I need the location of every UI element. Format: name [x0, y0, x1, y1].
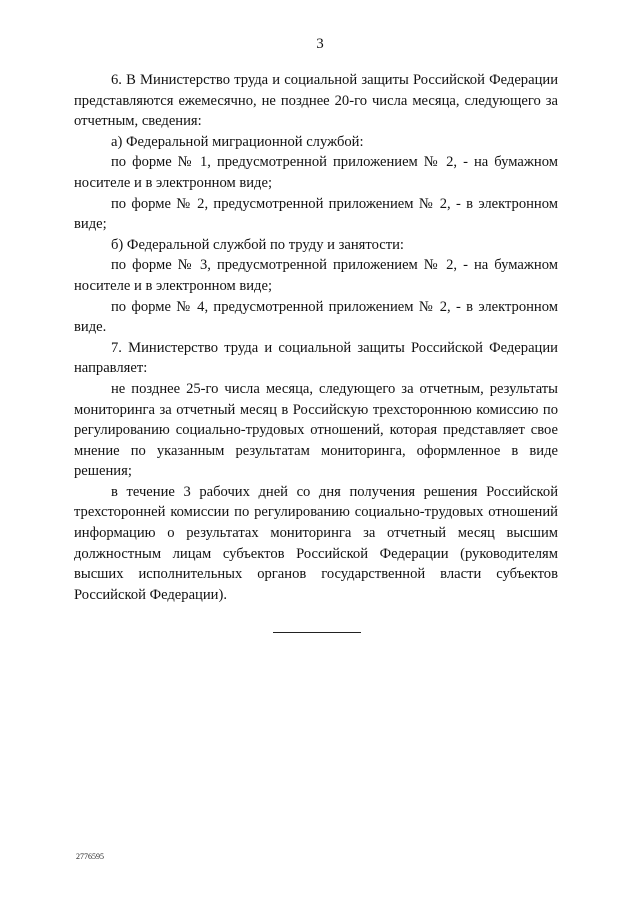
- paragraph-6a-form-2: по форме № 2, предусмотренной приложением № 2, - в электронном виде;: [74, 195, 558, 233]
- paragraph-6-intro: 6. В Министерство труда и социальной защиты Российской Федерации представляются ежемесячно, не позднее 20-го числа месяца, следующего за отчетным, сведения:: [74, 72, 558, 130]
- page-number: 3: [316, 36, 324, 52]
- document-body: [74, 70, 558, 605]
- paragraph-6b-heading: б) Федеральной службой по труду и занятости:: [111, 236, 404, 253]
- paragraph-6b-form-3: по форме № 3, предусмотренной приложением № 2, - на бумажном носителе и в электронном виде;: [74, 257, 558, 294]
- paragraph-7-item-1: не позднее 25-го числа месяца, следующего за отчетным, результаты мониторинга за отчетный месяц в Российскую трехстороннюю комиссию по регулированию социально-трудовых отношений, которая представляет свое мнение по указанным результатам мониторинга, оформленное в виде решения;: [74, 380, 558, 480]
- paragraph-6b-form-4: по форме № 4, предусмотренной приложением № 2, - в электронном виде.: [74, 298, 558, 336]
- paragraph-7-item-2: в течение 3 рабочих дней со дня получения решения Российской трехсторонней комиссии по регулированию социально-трудовых отношений информацию о результатах мониторинга за отчетный месяц высшим должностным лицам субъектов Российской Федерации (руководителям высших исполнительных органов государственной власти субъектов Российской Федерации).: [74, 483, 558, 603]
- paragraph-6a-form-1: по форме № 1, предусмотренной приложением № 2, - на бумажном носителе и в электронном виде;: [74, 154, 558, 191]
- document-code: 2776595: [76, 852, 104, 861]
- end-separator-line: [273, 632, 361, 633]
- paragraph-7-intro: 7. Министерство труда и социальной защиты Российской Федерации направляет:: [74, 339, 558, 377]
- paragraph-6a-heading: а) Федеральной миграционной службой:: [111, 133, 364, 150]
